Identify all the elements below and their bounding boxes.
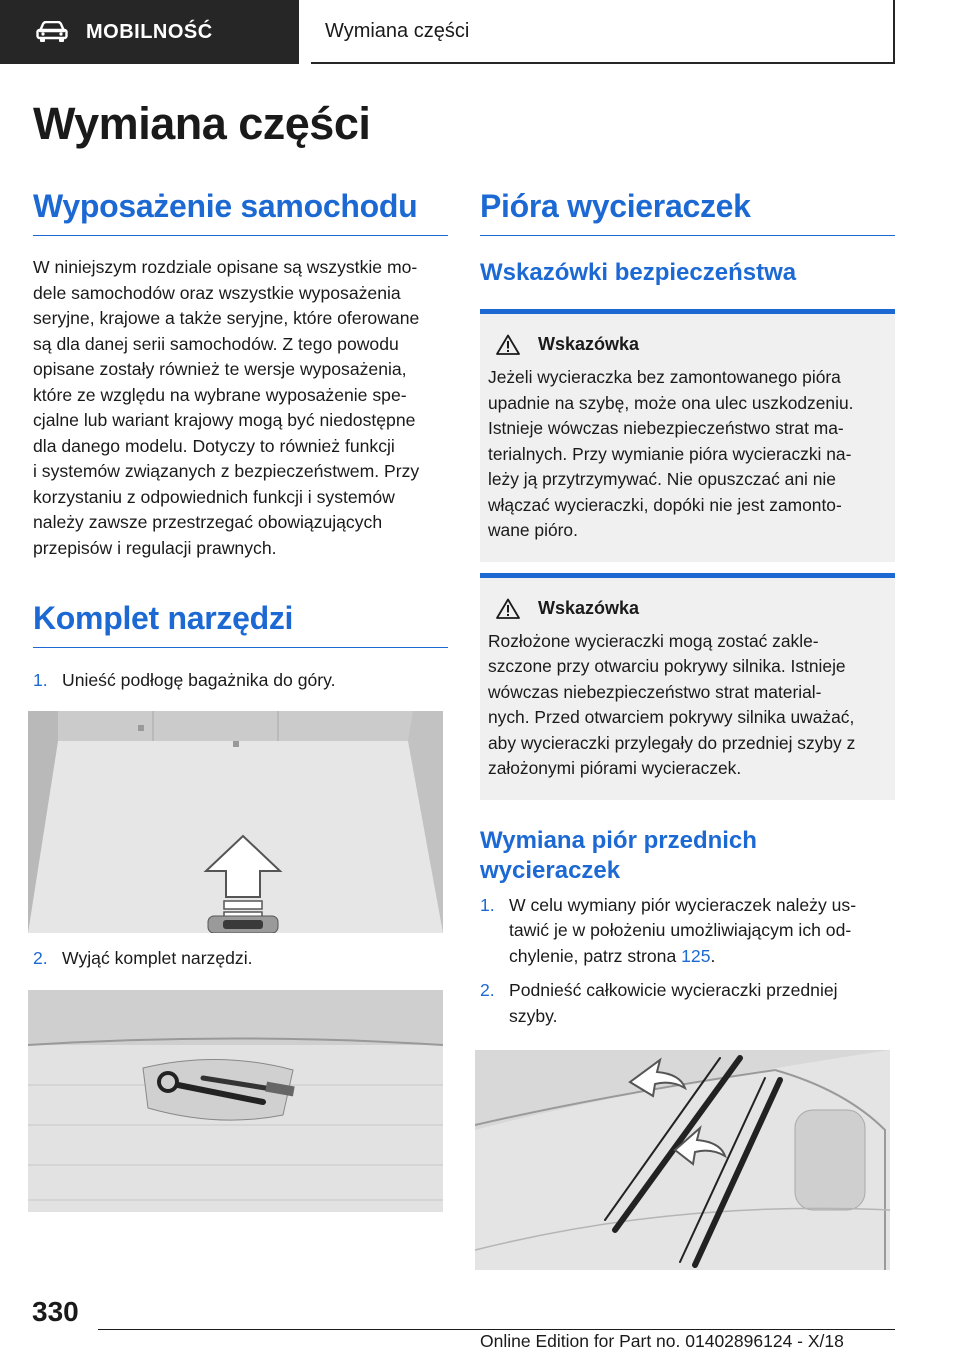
safety-heading: Wskazówki bezpieczeństwa — [480, 259, 797, 286]
note-header — [488, 334, 887, 355]
front-wipers-heading-line: wycieraczek — [480, 856, 621, 884]
edition-footer: Online Edition for Part no. 01402896124 - X/18 — [480, 1331, 844, 1351]
page-title: Wymiana części — [33, 98, 371, 149]
note-line: leży ją przytrzymywać. Nie opuszczać ani nie — [488, 469, 836, 489]
footer-divider — [98, 1329, 895, 1330]
step-text: Unieść podłogę bagażnika do góry. — [62, 670, 336, 690]
equipment-heading: Wyposażenie samochodu — [33, 188, 448, 236]
header-chapter-label: Wymiana części — [325, 19, 470, 42]
step-number: 2. — [480, 980, 495, 1000]
toolkit-step-2 — [33, 946, 448, 972]
note-line: Jeżeli wycieraczka bez zamontowanego pióra — [488, 367, 841, 387]
note-title: Wskazówka — [538, 334, 640, 354]
step-number: 1. — [33, 670, 48, 690]
step-text-line: . — [710, 945, 716, 966]
wiper-step-2 — [480, 978, 895, 1029]
header-section-tab[interactable] — [0, 0, 299, 64]
toolkit-heading: Komplet narzędzi — [33, 600, 448, 648]
step-text-line: szyby. — [509, 1005, 558, 1026]
note-line: założonymi piórami wycieraczek. — [488, 758, 742, 778]
equipment-line: przepisów i regulacji prawnych. — [33, 537, 277, 558]
equipment-line: należy zawsze przestrzegać obowiązujących — [33, 512, 383, 532]
trunk-floor-photo — [28, 711, 443, 933]
left-column — [33, 188, 448, 1212]
equipment-paragraph — [33, 255, 448, 561]
windscreen-wiper-photo — [475, 1050, 890, 1270]
note-header — [488, 598, 887, 619]
wipers-heading: Pióra wycieraczek — [480, 188, 895, 236]
step-text-line: W celu wymiany piór wycieraczek należy us- — [509, 894, 857, 915]
note-line: Rozłożone wycieraczki mogą zostać zakle- — [488, 630, 819, 651]
note-line: wówczas niebezpieczeństwo strat material- — [488, 681, 822, 702]
note-line: upadnie na szybę, może ona ulec uszkodzeniu. — [488, 392, 854, 413]
toolkit-step-1 — [33, 668, 448, 694]
header-chapter-tab[interactable] — [311, 0, 895, 64]
warning-note-2 — [480, 573, 895, 800]
step-number: 2. — [33, 947, 48, 968]
step-text — [509, 978, 838, 1029]
equipment-line: W niniejszym rozdziale opisane są wszystkie mo- — [33, 257, 418, 277]
step-text-line: chylenie, patrz strona — [509, 945, 682, 966]
front-wipers-heading-line: Wymiana piór przednich — [480, 826, 757, 854]
step-text: Wyjąć komplet narzędzi. — [62, 947, 253, 968]
note-line: szczone przy otwarciu pokrywy silnika. Istnieje — [488, 656, 846, 676]
page-number: 330 — [32, 1296, 79, 1327]
equipment-line: które ze względu na wybrane wyposażenie spe- — [33, 384, 407, 405]
warning-triangle-icon — [496, 334, 520, 355]
note-line: nych. Przed otwarciem pokrywy silnika uważać, — [488, 707, 855, 727]
equipment-line: cjalne lub wariant krajowy mogą być niedostępne — [33, 410, 416, 430]
step-text — [509, 893, 856, 970]
step-number: 1. — [480, 894, 495, 915]
note-line: terialnych. Przy wymianie pióra wycieraczki na- — [488, 443, 852, 464]
equipment-line: seryjne, krajowe a także seryjne, które oferowane — [33, 308, 420, 328]
note-title: Wskazówka — [538, 597, 640, 618]
equipment-line: korzystaniu z odpowiednich funkcji i systemów — [33, 486, 395, 507]
toolkit-photo — [28, 990, 443, 1212]
equipment-line: i systemów związanych z bezpieczeństwem. Przy — [33, 461, 420, 481]
note-line: wane pióro. — [488, 520, 578, 540]
note-line: włączać wycieraczki, dopóki nie jest zamonto- — [488, 494, 842, 515]
step-text-line: tawić je w położeniu umożliwiającym ich od- — [509, 920, 852, 940]
front-wipers-heading — [480, 826, 895, 886]
equipment-line: są dla danej serii samochodów. Z tego powodu — [33, 333, 399, 354]
equipment-line: dele samochodów oraz wszystkie wyposażenia — [33, 282, 401, 303]
wiper-step-1 — [480, 893, 895, 970]
warning-note-1 — [480, 309, 895, 562]
note-line: aby wycieraczki przylegały do przedniej szyby z — [488, 732, 856, 753]
right-column — [480, 188, 895, 1270]
warning-triangle-icon — [496, 598, 520, 619]
page-reference-link[interactable]: 125 — [681, 945, 711, 966]
header-section-label: MOBILNOŚĆ — [86, 20, 213, 43]
step-text-line: Podnieść całkowicie wycieraczki przedniej — [509, 980, 838, 1000]
equipment-line: opisane zostały również te wersje wyposażenia, — [33, 359, 407, 379]
car-icon — [36, 21, 68, 43]
equipment-line: dla danego modelu. Dotyczy to również funkcji — [33, 435, 395, 456]
note-line: Istnieje wówczas niebezpieczeństwo strat ma- — [488, 418, 844, 438]
